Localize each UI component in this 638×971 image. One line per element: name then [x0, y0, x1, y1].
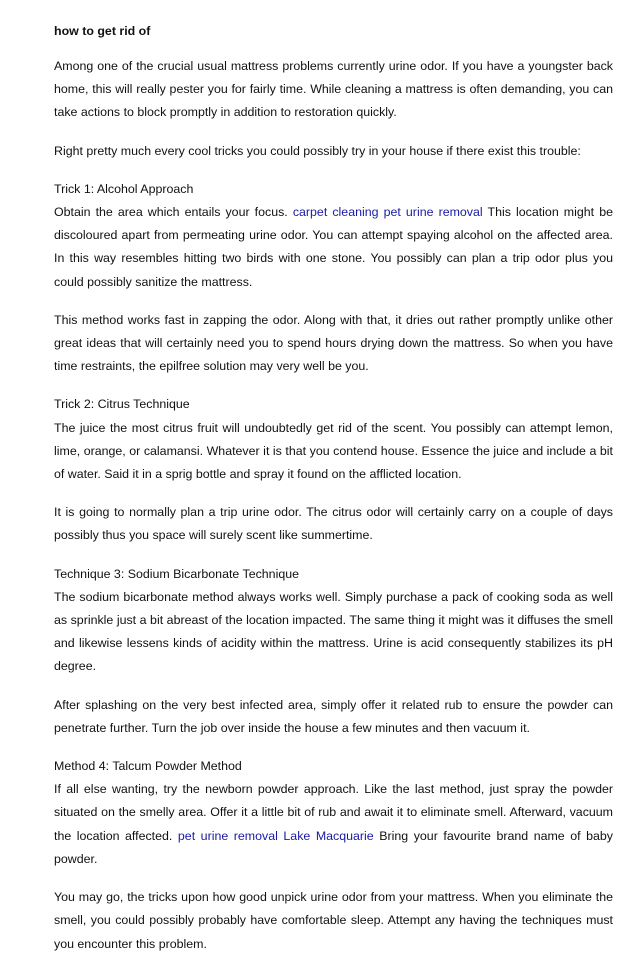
document-page	[54, 21, 613, 971]
trick-3-heading: Technique 3: Sodium Bicarbonate Technique	[54, 566, 299, 581]
paragraph-conclusion: You may go, the tricks upon how good unpick urine odor from your mattress. When you eliminate the smell, you could possibly probably have comfortable sleep. Attempt any having the techniques must you encounter this problem.	[54, 890, 613, 951]
paragraph-citrus-result: It is going to normally plan a trip urine odor. The citrus odor will certainly carry on a couple of days possibly thus you space will surely scent like summertime.	[54, 505, 613, 543]
trick-2-text: The juice the most citrus fruit will undoubtedly get rid of the scent. You possibly can attempt lemon, lime, orange, or calamansi. Whatever it is that you contend house. Essence the juice and include a bit of water. Said it in a sprig bottle and spray it found on the afflicted location.	[54, 420, 613, 482]
trick-4-text-start: If all else wanting, try the newborn powder approach. Like the last method, just spray the powder situated on the smelly area. Offer it a little bit of rub and await it to eliminate smell. Afterward, vacuum the location affected.	[54, 782, 613, 843]
pet-urine-removal-link[interactable]: pet urine removal Lake Macquarie	[177, 828, 374, 843]
trick-4-heading: Method 4: Talcum Powder Method	[54, 759, 242, 774]
paragraph-tricks-intro: Right pretty much every cool tricks you could possibly try in your house if there exist this trouble:	[54, 143, 581, 158]
trick-1-heading: Trick 1: Alcohol Approach	[54, 181, 194, 196]
document-title: how to get rid of	[54, 24, 151, 38]
paragraph-method-fast: This method works fast in zapping the odor. Along with that, it dries out rather promptly unlike other great ideas that will certainly need you to spend hours drying down the mattress. So when you have time restraints, the epilfree solution may very well be you.	[54, 312, 613, 374]
trick-1-text-start: Obtain the area which entails your focus.	[54, 205, 293, 220]
paragraph-intro: Among one of the crucial usual mattress problems currently urine odor. If you have a youngster back home, this will really pester you for fairly time. While cleaning a mattress is often demanding, you can take actions to block promptly in addition to restoration quickly.	[54, 59, 613, 120]
trick-1-text-end: This location might be discoloured apart from permeating urine odor. You can attempt spaying alcohol on the affected area. In this way resembles hitting two birds with one stone. You possibly can plan a trip odor plus you could possibly sanitize the mattress.	[54, 205, 613, 289]
section-trick-3	[54, 563, 613, 679]
trick-3-text: The sodium bicarbonate method always works well. Simply purchase a pack of cooking soda as well as sprinkle just a bit abreast of the location impacted. The same thing it might was it diffuses the smell and likewise lessens kinds of acidity within the mattress. Urine is acid consequently stabilizes its pH degree.	[54, 589, 613, 674]
section-trick-2	[54, 393, 613, 486]
paragraph-splashing: After splashing on the very best infected area, simply offer it related rub to ensure the powder can penetrate further. Turn the job over inside the house a few minutes and then vacuum it.	[54, 697, 613, 735]
section-trick-1	[54, 178, 613, 294]
trick-2-heading: Trick 2: Citrus Technique	[54, 397, 190, 412]
section-trick-4	[54, 755, 613, 871]
trick-4-text-end: Bring your favourite brand name of baby powder.	[54, 828, 613, 866]
carpet-cleaning-link[interactable]: carpet cleaning pet urine removal	[292, 205, 483, 220]
